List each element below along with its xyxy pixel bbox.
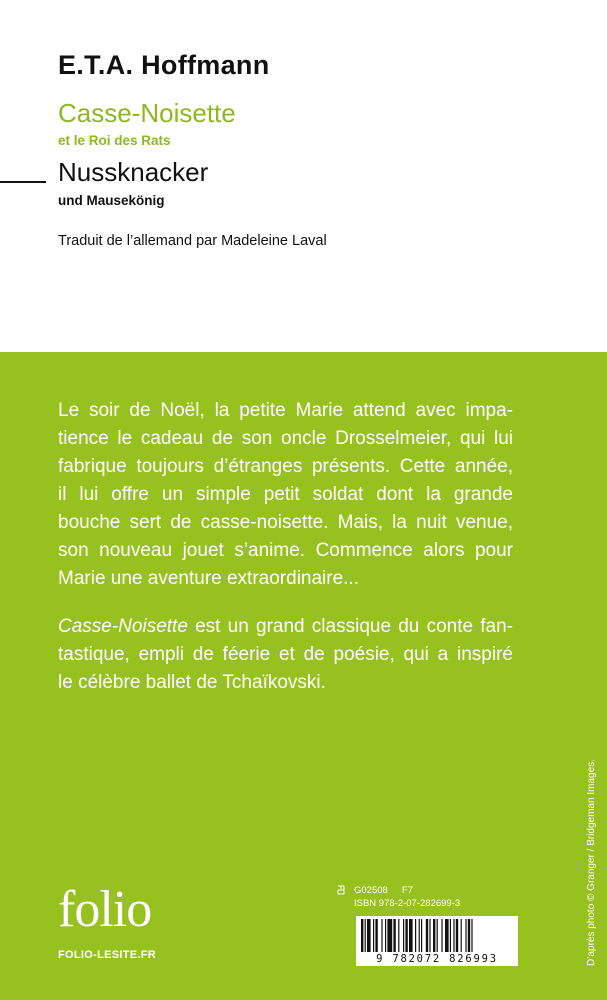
divider-rule (0, 181, 46, 183)
barcode-bars (361, 919, 513, 952)
blurb-line: fabrique toujours d’étranges présents. Cette année, (58, 456, 513, 477)
subtitle-french: et le Roi des Rats (58, 133, 171, 148)
barcode-bar (361, 919, 363, 952)
barcode-bar (445, 919, 449, 952)
price-code: F7 (401, 885, 413, 896)
barcode-bar (398, 919, 399, 952)
barcode-bar (461, 919, 462, 952)
barcode-bar (373, 919, 374, 952)
barcode-number: 9 782072 826993 (376, 953, 498, 965)
recycle-icon (336, 885, 346, 895)
title-german: Nussknacker (58, 157, 209, 187)
barcode-bar (429, 919, 430, 952)
publisher-website: FOLIO-LESITE.FR (58, 949, 156, 961)
barcode-bar (403, 919, 404, 952)
blurb-line: Marie une aventure extraordinaire... (58, 568, 359, 589)
title-french: Casse-Noisette (58, 98, 236, 128)
blurb-line-rest: est un grand classique du conte fan- (187, 616, 513, 637)
photo-credit: D’après photo © Granger / Bridgeman Images. (586, 759, 597, 966)
blurb-line: son nouveau jouet s’anime. Commence alors pour (58, 540, 513, 561)
barcode-bar (393, 919, 395, 952)
barcode-bar (421, 919, 422, 952)
barcode-bar (465, 919, 466, 952)
blurb-italic-title: Casse-Noisette (58, 616, 188, 637)
blurb-line: bouche sert de casse-noisette. Mais, la nuit venue, (58, 512, 513, 533)
barcode-bar (468, 919, 470, 952)
barcode-bar (437, 919, 438, 952)
barcode-bar (441, 919, 442, 952)
barcode-bar (367, 919, 371, 952)
barcode-bar (450, 919, 451, 952)
barcode-bar (456, 919, 458, 952)
barcode-bar (405, 919, 407, 952)
blurb-paragraph-2 (58, 613, 513, 697)
barcode-bar (375, 919, 377, 952)
code-row (354, 884, 460, 897)
barcode-bar (409, 919, 413, 952)
blurb-paragraph-1 (58, 397, 513, 593)
author-name: E.T.A. Hoffmann (58, 50, 270, 80)
blurb-line (58, 613, 513, 641)
barcode-bar (433, 919, 435, 952)
internal-code: G02508 (354, 885, 388, 896)
blurb-line: il lui offre un simple petit soldat dont la grande (58, 484, 513, 505)
barcode-bar (415, 919, 416, 952)
barcode-bar (419, 919, 420, 952)
product-codes (354, 884, 460, 910)
barcode-bar (381, 919, 382, 952)
subtitle-german: und Mausekönig (58, 193, 165, 208)
barcode-bar (385, 919, 386, 952)
blurb-line: Le soir de Noël, la petite Marie attend avec impa- (58, 400, 513, 421)
isbn-text: ISBN 978-2-07-282699-3 (354, 898, 461, 909)
translator-credit: Traduit de l’allemand par Madeleine Laval (58, 233, 327, 249)
barcode (356, 916, 518, 966)
barcode-bar (471, 919, 472, 952)
barcode-bar (453, 919, 454, 952)
blurb-line: le célèbre ballet de Tchaïkovski. (58, 672, 326, 693)
folio-logo: folio (58, 881, 152, 938)
blurb-line: tience le cadeau de son oncle Drosselmeier, qui lui (58, 428, 513, 449)
blurb-line: tastique, empli de féerie et de poésie, qui a inspiré (58, 644, 513, 665)
barcode-bar (387, 919, 392, 952)
barcode-bar (426, 919, 428, 952)
barcode-bar (365, 919, 366, 952)
